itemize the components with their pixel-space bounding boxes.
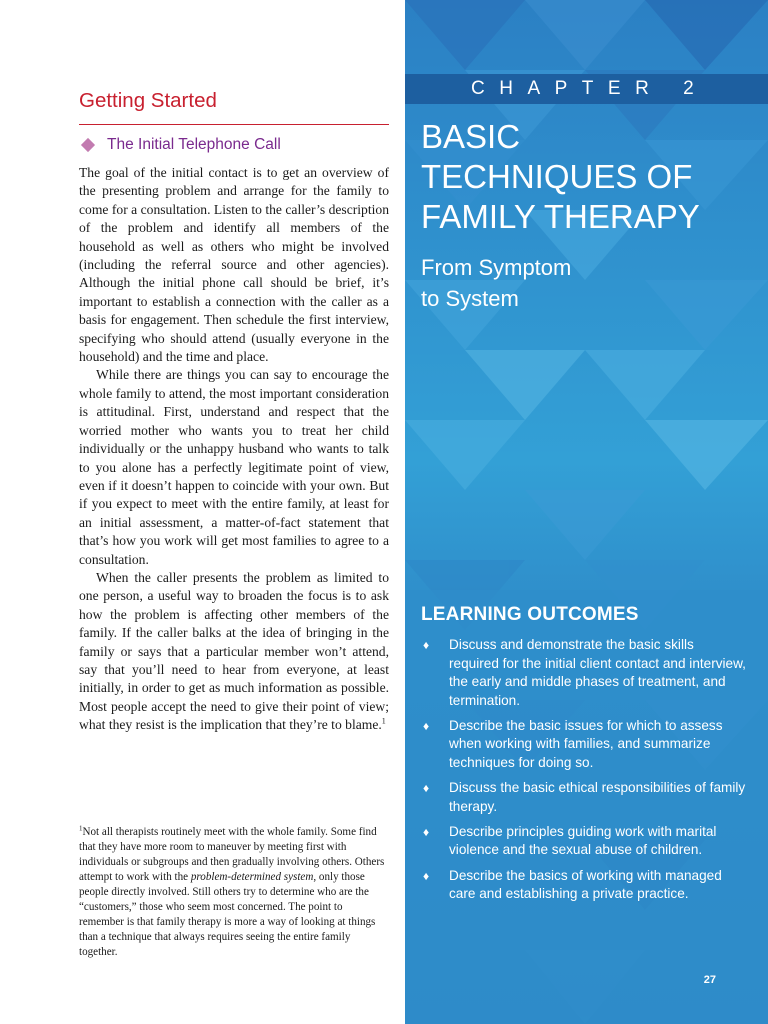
learning-outcomes-heading: LEARNING OUTCOMES xyxy=(421,604,639,625)
footnote xyxy=(79,825,389,960)
diamond-icon: ♦ xyxy=(423,638,430,652)
subsection-heading xyxy=(79,135,389,155)
chapter-subtitle-line: From Symptom xyxy=(421,255,572,280)
outcome-text: Discuss and demonstrate the basic skills required for the initial client contact and interview, the early and middle phases of treatment, and termination. xyxy=(449,637,746,708)
diamond-icon: ♦ xyxy=(423,868,430,883)
outcome-text: Discuss the basic ethical responsibilities of family therapy. xyxy=(449,780,746,814)
footnote-italic-term: problem-determined system xyxy=(190,871,314,883)
chapter-subtitle xyxy=(421,252,761,314)
list-item xyxy=(421,779,746,816)
list-item xyxy=(421,867,746,904)
footnote-reference: 1 xyxy=(381,716,386,726)
paragraph-1: The goal of the initial contact is to get an overview of the presenting problem and arrange for the family to come for a consultation. Listen to the caller’s description of the problem and identify all members of the household as well as others who might be involved (including the referral source and other agencies). Although the initial phone call should be brief, it’s important to establish a connection with the caller as a basis for engagement. Then schedule the first interview, specifying who should attend (usually everyone in the household) and the time and place. xyxy=(79,165,389,365)
subsection-title: The Initial Telephone Call xyxy=(107,136,281,153)
chapter-panel xyxy=(405,0,768,1024)
diamond-icon: ♦ xyxy=(423,781,430,796)
outcome-text: Describe principles guiding work with marital violence and the sexual abuse of children. xyxy=(449,823,717,858)
diamond-icon: ♦ xyxy=(423,718,430,733)
footnote-text-before: Not all therapists routinely meet with the whole family. Some find that they have more room to maneuver by meeting first with individuals or subgroups and then gradually involving others. Others attempt to work with the xyxy=(79,826,385,883)
outcome-text: Describe the basics of working with managed care and establishing a private practice. xyxy=(449,867,722,902)
paragraph-2: While there are things you can say to encourage the whole family to attend, the most important consideration is attitudinal. First, understand and respect that the worried mother who wants you to treat her child individually or the unhappy husband who wants to talk to you alone has a perfectly legitimate point of view, even if it doesn’t happen to coincide with your own. But if you expect to meet with the entire family, at least for an initial assessment, a matter-of-fact statement that that’s how you work will get most families to agree to a consultation. xyxy=(79,367,389,567)
paragraph-3-text: When the caller presents the problem as limited to one person, a useful way to broaden the focus is to ask how the problem is affecting other members of the family. If the caller balks at the idea of bringing in the family or says that a particular member won’t attend, say that you’ll need to hear from everyone, at least initially, in order to get as much information as possible. Most people accept the need to give their point of view; what they resist is the implication that they’re to blame. xyxy=(79,569,389,733)
list-item xyxy=(421,717,746,773)
footnote-marker: 1 xyxy=(79,824,83,833)
chapter-title-line: TECHNIQUES OF xyxy=(421,158,693,195)
chapter-title-line: BASIC xyxy=(421,118,521,155)
list-item xyxy=(421,823,746,860)
footnote-text-after: , only those people directly involved. Still others try to determine who are the “customers,” those who seem most concerned. The point to remember is that family therapy is more a way of looking at things than a technique that always requires seeing the entire family together. xyxy=(79,871,376,958)
section-title: Getting Started xyxy=(79,89,217,112)
chapter-label: CHAPTER 2 xyxy=(405,74,768,104)
learning-outcomes-list xyxy=(421,636,746,910)
paragraph-3 xyxy=(79,569,389,735)
body-text xyxy=(79,164,389,735)
chapter-title xyxy=(421,117,761,237)
diamond-icon: ♦ xyxy=(423,824,430,839)
outcome-text: Describe the basic issues for which to assess when working with families, and summarize techniques for doing so. xyxy=(449,717,723,771)
chapter-subtitle-line: to System xyxy=(421,286,519,311)
page-number: 27 xyxy=(703,974,716,986)
section-divider xyxy=(79,124,389,125)
list-item xyxy=(421,636,746,710)
diamond-bullet-icon xyxy=(81,138,95,152)
chapter-title-line: FAMILY THERAPY xyxy=(421,198,700,235)
